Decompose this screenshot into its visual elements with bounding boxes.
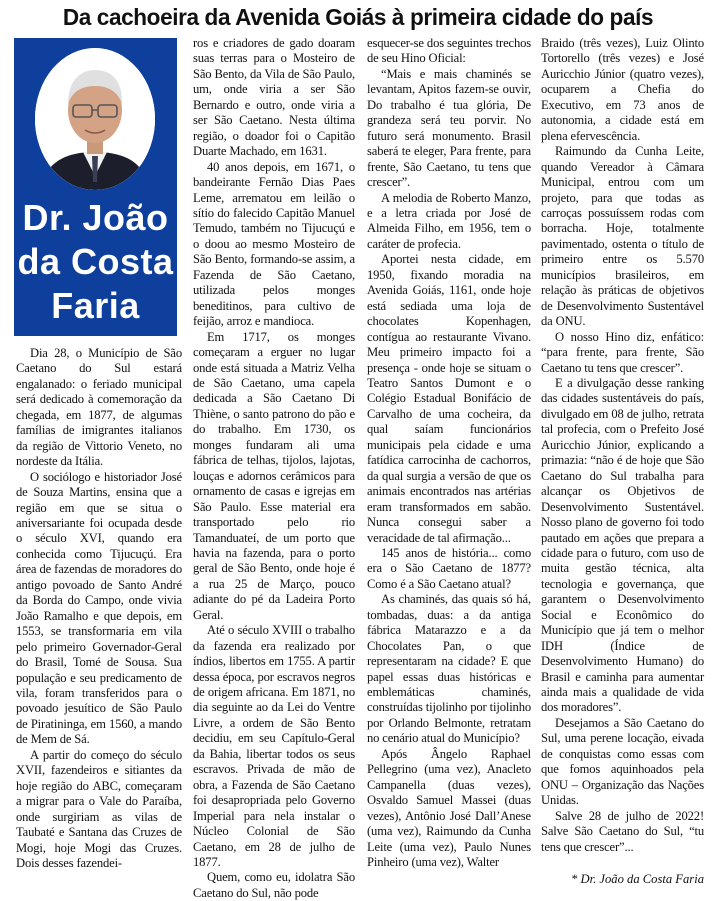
paragraph: Em 1717, os monges começaram a erguer no lugar onde está situada a Matriz Velha de São Caetano, uma capela dedicada a São Caetano Di Thiène, o santo patrono do pão e do trabalho. Em 1730, os monges fundaram ali uma fábrica de telhas, tijolos, lajotas, louças e adornos cerâmicos para ornamento de casas e igrejas em São Paulo. Esse material era transportado pelo rio Tamanduateí, de um porto que havia na fazenda, para o porto geral de São Bento, onde hoje é a rua 25 de Março, pouco adiante do pé da Ladeira Porto Geral. (193, 329, 355, 622)
paragraph: O nosso Hino diz, enfático: “para frente, para frente, São Caetano tu tens que crescer”. (541, 329, 704, 375)
paragraph: Salve 28 de julho de 2022! Salve São Caetano do Sul, “tu tens que crescer”... (541, 808, 704, 854)
paragraph: 145 anos de história... como era o São Caetano de 1877? Como é a São Caetano atual? (367, 545, 531, 591)
paragraph: Aportei nesta cidade, em 1950, fixando moradia na Avenida Goiás, 1161, onde hoje está sediada uma loja de chocolates Kopenhagen, contígua ao restaurante Vivano. Meu primeiro impacto foi a presença - onde hoje se situam o Teatro Santos Dumont e o Colégio Estadual Bonifácio de Carvalho de uma cocheira, da qual saíam funcionários municipais pela cidade e uma fatídica carrocinha de cachorros, da qual surgia a versão de que os animais encontrados nas artérias eram transformados em sabão. Nunca consegui saber a veracidade de tal afirmação... (367, 252, 531, 545)
paragraph: Braido (três vezes), Luiz Olinto Tortorello (três vezes) e José Auricchio Júnior (quatro vezes), ocuparem a Chefia do Executivo, em 73 anos de autonomia, a cidade está em plena efervescência. (541, 36, 704, 143)
article-column-4 (541, 36, 704, 855)
paragraph: A melodia de Roberto Manzo, e a letra criada por José de Almeida Filho, em 1956, tem o caráter de profecia. (367, 190, 531, 251)
paragraph: Raimundo da Cunha Leite, quando Vereador à Câmara Municipal, entrou com um projeto, para que todas as carroças possuíssem rodas com borracha. Hoje, totalmente pavimentado, ostenta o título de primeiro entre os 5.570 municípios brasileiros, em relação às práticas de objetivos de Desenvolvimento Sustentável da ONU. (541, 144, 704, 329)
paragraph: “Mais e mais chaminés se levantam, Apitos fazem-se ouvir, Do trabalho é tua glória, De grandeza será teu porvir. No futuro será monumento. Brasil saberá te eleger, Para frente, para frente, São Caetano, tu tens que crescer”. (367, 66, 531, 190)
article-column-1 (16, 346, 182, 871)
author-signature: * Dr. João da Costa Faria (571, 872, 704, 886)
article-column-2 (193, 36, 355, 901)
paragraph: Quem, como eu, idolatra São Caetano do Sul, não pode (193, 870, 355, 900)
paragraph: Desejamos a São Caetano do Sul, uma perene locação, eivada de conquistas como essas com que fomos aquinhoados pela ONU – Organização das Nações Unidas. (541, 715, 704, 808)
paragraph: O sociólogo e historiador José de Souza Martins, ensina que a região em que se situa o aniversariante foi ocupada desde o século XVI, quando era conhecida como Tijucuçú. Era área de fazendas de moradores do antigo povoado de Santo André da Borda do Campo, onde vivia João Ramalho e que depois, em 1553, se transformaria em vila pelo primeiro Governador-Geral do Brasil, Tomé de Sousa. Sua população e seu predicamento de vila, foram transferidos para o povoado jesuítico de São Paulo de Piratininga, em 1560, a mando de Mem de Sá. (16, 469, 182, 747)
author-box (14, 38, 177, 336)
article-column-3 (367, 36, 531, 870)
paragraph: 40 anos depois, em 1671, o bandeirante Fernão Dias Paes Leme, arrematou em leilão o sítio do falecido Capitão Manuel Temudo, também no Tijucuçú e o doou ao mesmo Mosteiro de São Bento, formando-se assim, a Fazenda de São Caetano, utilizada pelos monges beneditinos, para cultivo de feijão, arroz e mandioca. (193, 159, 355, 329)
author-portrait-image (35, 48, 155, 190)
author-photo (35, 48, 155, 190)
paragraph: Após Ângelo Raphael Pellegrino (uma vez), Anacleto Campanella (duas vezes), Osvaldo Samuel Massei (duas vezes), Antônio José Dall’Anese (uma vez), Raimundo da Cunha Leite (uma vez), Paulo Nunes Pinheiro (uma vez), Walter (367, 746, 531, 870)
author-name-line: Dr. João (22, 197, 169, 238)
paragraph: A partir do começo do século XVII, fazendeiros e sitiantes da hoje região do ABC, começaram a migrar para o Vale do Paraíba, onde surgiriam as vilas de Taubaté e Santana das Cruzes de Mogi, hoje Mogi das Cruzes. Dois desses fazendei- (16, 747, 182, 870)
author-name-line: Faria (51, 285, 140, 326)
paragraph: Até o século XVIII o trabalho da fazenda era realizado por índios, libertos em 1755. A partir dessa época, por escravos negros de origem africana. Em 1871, no dia seguinte ao da Lei do Ventre Livre, a ordem de São Bento decidiu, em seu Capítulo-Geral da Bahia, libertar todos os seus escravos. Privada de mão de obra, a Fazenda de São Caetano foi desapropriada pelo Governo Imperial para nela instalar o Núcleo Colonial de São Caetano, em 28 de julho de 1877. (193, 623, 355, 870)
article-headline: Da cachoeira da Avenida Goiás à primeira cidade do país (62, 4, 654, 30)
paragraph: As chaminés, das quais só há, tombadas, duas: a da antiga fábrica Matarazzo e a da Chocolates Pan, o que representaram na cidade? E que papel essas duas históricas e emblemáticas chaminés, construídas tijolinho por tijolinho por Orlando Belmonte, retratam no cenário atual do Município? (367, 592, 531, 746)
paragraph: Dia 28, o Município de São Caetano do Sul estará engalanado: o feriado municipal será dedicado à comemoração da chegada, em 1877, de algumas famílias de imigrantes italianos da região de Vittorio Veneto, no nordeste da Itália. (16, 346, 182, 469)
author-name (14, 196, 177, 328)
paragraph: ros e criadores de gado doaram suas terras para o Mosteiro de São Bento, da Vila de São Paulo, um, onde viria a ser São Bernardo e outro, onde viria a ser São Caetano. Nesta última região, o doador foi o Capitão Duarte Machado, em 1631. (193, 36, 355, 159)
author-name-line: da Costa (17, 241, 174, 282)
paragraph: E a divulgação desse ranking das cidades sustentáveis do país, divulgado em 08 de julho, retrata tal profecia, com o Prefeito José Auricchio Júnior, explicando a primazia: “não é de hoje que São Caetano do Sul trabalha para alcançar os Objetivos de Desenvolvimento Sustentável. Nosso plano de governo foi todo pautado em ações que prepara a cidade para o futuro, com uso de muita gestão técnica, alta tecnologia e governança, que garantem o Desenvolvimento Social e Econômico do Município que já tem o melhor IDH (Índice de Desenvolvimento Humano) do Brasil e caminha para aumentar ainda mais a qualidade de vida dos moradores”. (541, 375, 704, 715)
paragraph: esquecer-se dos seguintes trechos de seu Hino Oficial: (367, 36, 531, 66)
